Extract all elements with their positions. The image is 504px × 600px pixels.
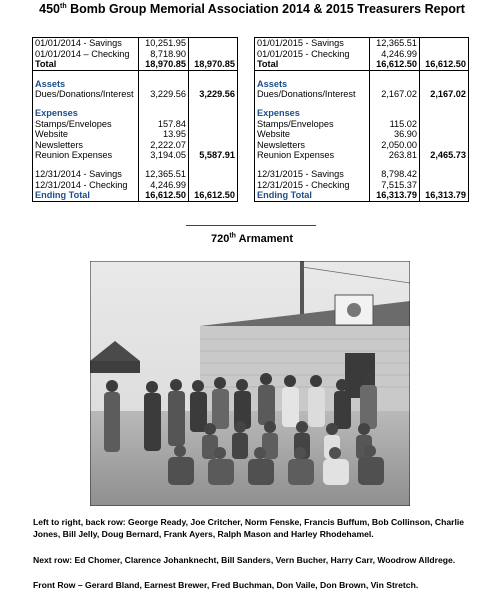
caption-next-row: Next row: Ed Chomer, Clarence Johanknecht, Bill Sanders, Vern Bucher, Harry Carr, Woodrow Alldrege. xyxy=(33,555,456,565)
caption-back-row: Left to right, back row: George Ready, Joe Critcher, Norm Fenske, Francis Buffum, Bob Collinson, Charlie Jones, Bill Jelly, Doug Bernard, Frank Ayers, Ralph Mason and Harley Rhodehamel. xyxy=(33,517,465,539)
treasurer-table-2014: 01/01/2014 - Savings 10,251.95 01/01/2014 – Checking 8,718.90 Total 18,970.85 18,970.85 Assets Dues/Donations/Interest 3,229.56 3,229.56 Expenses Stamps/Envelopes 157.84 Website 13.95 Newsletters 2,222.07 Reunion Expenses 3,194.05 5,587.91 12/31/2014 - Savings 12,365.51 12/31/2014 - Checking 4,246.99 Ending Total 16,612.50 16,612.50 xyxy=(32,37,238,202)
caption-front-row: Front Row – Gerard Bland, Earnest Brewer, Fred Buchman, Don Vaile, Don Brown, Vin Stretch. xyxy=(33,580,419,590)
section-title: 720th Armament xyxy=(210,232,294,245)
section-divider xyxy=(186,225,316,226)
group-photo xyxy=(90,261,410,506)
treasurer-table-2015: 01/01/2015 - Savings 12,365.51 01/01/2015 - Checking 4,246.99 Total 16,612.50 16,612.50 Assets Dues/Donations/Interest 2,167.02 2,167.02 Expenses Stamps/Envelopes 115.02 Website 36.90 Newsletters 2,050.00 Reunion Expenses 263.81 2,465.73 12/31/2015 - Savings 8,798.42 12/31/2015 - Checking 7,515.37 Ending Total 16,313.79 16,313.79 xyxy=(254,37,469,202)
report-title: 450th Bomb Group Memorial Association 2014 & 2015 Treasurers Report xyxy=(39,2,465,16)
